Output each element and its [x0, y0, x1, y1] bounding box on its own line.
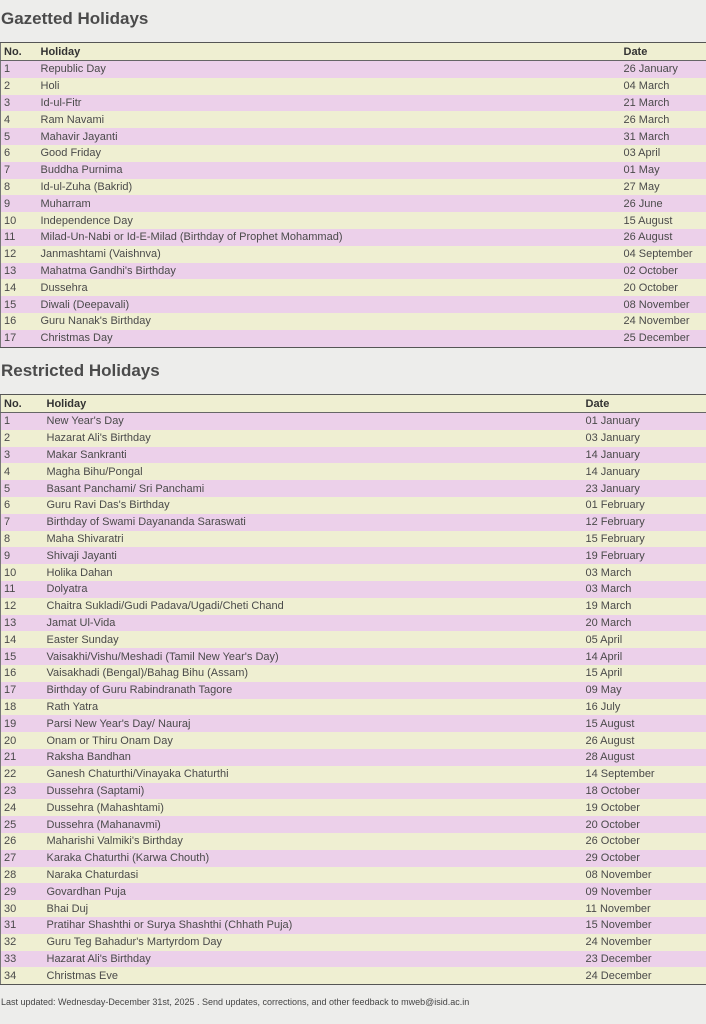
cell-date: 03 March [583, 581, 706, 598]
table-row [1, 816, 706, 833]
cell-holiday: Vaisakhadi (Bengal)/Bahag Bihu (Assam) [44, 665, 583, 682]
table-row [1, 833, 706, 850]
table-row [1, 212, 706, 229]
table-row [1, 430, 706, 447]
cell-date: 27 May [621, 179, 706, 196]
table-row [1, 111, 706, 128]
table-row [1, 934, 706, 951]
cell-holiday: Holi [38, 78, 621, 95]
cell-date: 09 November [583, 883, 706, 900]
cell-holiday: Id-ul-Zuha (Bakrid) [38, 179, 621, 196]
cell-date: 20 March [583, 615, 706, 632]
cell-no: 12 [1, 598, 44, 615]
gazetted-holidays-title: Gazetted Holidays [1, 9, 149, 28]
column-header-date: Date [583, 395, 706, 413]
cell-date: 01 February [583, 497, 706, 514]
table-row [1, 413, 706, 430]
table-row [1, 78, 706, 95]
cell-date: 23 January [583, 480, 706, 497]
table-row [1, 850, 706, 867]
cell-no: 27 [1, 850, 44, 867]
cell-date: 04 March [621, 78, 706, 95]
cell-holiday: Dolyatra [44, 581, 583, 598]
cell-date: 15 August [583, 715, 706, 732]
table-row [1, 648, 706, 665]
cell-holiday: Ram Navami [38, 111, 621, 128]
cell-no: 11 [1, 581, 44, 598]
table-row [1, 296, 706, 313]
cell-date: 19 February [583, 547, 706, 564]
cell-no: 18 [1, 699, 44, 716]
table-row [1, 313, 706, 330]
gazetted-table-body [1, 61, 706, 348]
table-row [1, 61, 706, 78]
cell-no: 21 [1, 749, 44, 766]
cell-holiday: Chaitra Sukladi/Gudi Padava/Ugadi/Cheti Chand [44, 598, 583, 615]
cell-date: 26 August [621, 229, 706, 246]
table-row [1, 682, 706, 699]
cell-holiday: Jamat Ul-Vida [44, 615, 583, 632]
table-row [1, 447, 706, 464]
table-row [1, 598, 706, 615]
cell-date: 14 September [583, 766, 706, 783]
cell-no: 7 [1, 162, 38, 179]
cell-holiday: Ganesh Chaturthi/Vinayaka Chaturthi [44, 766, 583, 783]
cell-holiday: Republic Day [38, 61, 621, 78]
cell-holiday: Hazarat Ali's Birthday [44, 430, 583, 447]
cell-holiday: Christmas Eve [44, 967, 583, 984]
cell-holiday: Dussehra (Mahanavmi) [44, 816, 583, 833]
cell-no: 22 [1, 766, 44, 783]
table-row [1, 564, 706, 581]
cell-holiday: Raksha Bandhan [44, 749, 583, 766]
cell-holiday: Shivaji Jayanti [44, 547, 583, 564]
gazetted-holidays-table [0, 42, 706, 348]
cell-date: 20 October [583, 816, 706, 833]
table-row [1, 883, 706, 900]
table-row [1, 749, 706, 766]
cell-no: 5 [1, 480, 44, 497]
table-row [1, 715, 706, 732]
table-row [1, 179, 706, 196]
table-row [1, 497, 706, 514]
restricted-table-body [1, 413, 706, 985]
last-updated-footer: Last updated: Wednesday-December 31st, 2025 . Send updates, corrections, and other feedback to mweb@isid.ac.in [1, 997, 470, 1007]
cell-no: 2 [1, 78, 38, 95]
cell-date: 01 January [583, 413, 706, 430]
cell-date: 04 September [621, 246, 706, 263]
cell-date: 01 May [621, 162, 706, 179]
cell-no: 13 [1, 263, 38, 280]
table-row [1, 783, 706, 800]
cell-no: 14 [1, 631, 44, 648]
table-row [1, 581, 706, 598]
cell-holiday: New Year's Day [44, 413, 583, 430]
cell-holiday: Buddha Purnima [38, 162, 621, 179]
cell-holiday: Magha Bihu/Pongal [44, 463, 583, 480]
table-header-row [1, 395, 706, 413]
cell-no: 26 [1, 833, 44, 850]
table-row [1, 95, 706, 112]
cell-no: 28 [1, 867, 44, 884]
cell-date: 26 October [583, 833, 706, 850]
cell-holiday: Naraka Chaturdasi [44, 867, 583, 884]
cell-date: 16 July [583, 699, 706, 716]
table-row [1, 732, 706, 749]
cell-no: 17 [1, 682, 44, 699]
cell-date: 24 December [583, 967, 706, 984]
cell-holiday: Guru Teg Bahadur's Martyrdom Day [44, 934, 583, 951]
cell-holiday: Dussehra [38, 279, 621, 296]
table-row [1, 967, 706, 984]
cell-no: 1 [1, 413, 44, 430]
cell-date: 31 March [621, 128, 706, 145]
cell-holiday: Christmas Day [38, 330, 621, 347]
table-row [1, 615, 706, 632]
table-row [1, 145, 706, 162]
cell-no: 19 [1, 715, 44, 732]
cell-holiday: Janmashtami (Vaishnva) [38, 246, 621, 263]
cell-holiday: Basant Panchami/ Sri Panchami [44, 480, 583, 497]
cell-date: 03 April [621, 145, 706, 162]
table-row [1, 665, 706, 682]
cell-date: 28 August [583, 749, 706, 766]
table-row [1, 799, 706, 816]
cell-no: 16 [1, 313, 38, 330]
cell-date: 11 November [583, 900, 706, 917]
cell-date: 19 March [583, 598, 706, 615]
cell-date: 14 January [583, 447, 706, 464]
cell-no: 9 [1, 547, 44, 564]
cell-no: 15 [1, 648, 44, 665]
cell-date: 25 December [621, 330, 706, 347]
cell-date: 26 March [621, 111, 706, 128]
cell-no: 2 [1, 430, 44, 447]
column-header-no: No. [1, 395, 44, 413]
cell-no: 4 [1, 463, 44, 480]
cell-date: 08 November [621, 296, 706, 313]
cell-no: 20 [1, 732, 44, 749]
cell-holiday: Milad-Un-Nabi or Id-E-Milad (Birthday of Prophet Mohammad) [38, 229, 621, 246]
column-header-holiday: Holiday [44, 395, 583, 413]
cell-holiday: Good Friday [38, 145, 621, 162]
cell-date: 08 November [583, 867, 706, 884]
cell-holiday: Vaisakhi/Vishu/Meshadi (Tamil New Year's Day) [44, 648, 583, 665]
table-header-row [1, 43, 706, 61]
table-row [1, 766, 706, 783]
cell-date: 18 October [583, 783, 706, 800]
cell-holiday: Birthday of Swami Dayananda Saraswati [44, 514, 583, 531]
cell-holiday: Pratihar Shashthi or Surya Shashthi (Chhath Puja) [44, 917, 583, 934]
cell-date: 03 January [583, 430, 706, 447]
cell-date: 15 February [583, 531, 706, 548]
cell-no: 3 [1, 447, 44, 464]
restricted-holidays-table [0, 394, 706, 985]
table-row [1, 229, 706, 246]
cell-no: 3 [1, 95, 38, 112]
cell-no: 25 [1, 816, 44, 833]
cell-date: 24 November [583, 934, 706, 951]
cell-holiday: Bhai Duj [44, 900, 583, 917]
cell-no: 7 [1, 514, 44, 531]
cell-no: 33 [1, 951, 44, 968]
cell-date: 21 March [621, 95, 706, 112]
cell-no: 11 [1, 229, 38, 246]
table-row [1, 330, 706, 347]
cell-holiday: Rath Yatra [44, 699, 583, 716]
table-row [1, 263, 706, 280]
cell-holiday: Diwali (Deepavali) [38, 296, 621, 313]
cell-date: 23 December [583, 951, 706, 968]
cell-no: 17 [1, 330, 38, 347]
cell-holiday: Makar Sankranti [44, 447, 583, 464]
table-row [1, 246, 706, 263]
cell-no: 31 [1, 917, 44, 934]
cell-no: 10 [1, 564, 44, 581]
cell-date: 09 May [583, 682, 706, 699]
cell-date: 12 February [583, 514, 706, 531]
cell-date: 14 January [583, 463, 706, 480]
cell-holiday: Holika Dahan [44, 564, 583, 581]
cell-no: 6 [1, 497, 44, 514]
table-row [1, 531, 706, 548]
cell-holiday: Govardhan Puja [44, 883, 583, 900]
cell-holiday: Onam or Thiru Onam Day [44, 732, 583, 749]
cell-holiday: Muharram [38, 195, 621, 212]
cell-date: 26 January [621, 61, 706, 78]
table-row [1, 867, 706, 884]
table-row [1, 162, 706, 179]
table-row [1, 195, 706, 212]
cell-holiday: Mahatma Gandhi's Birthday [38, 263, 621, 280]
cell-date: 26 June [621, 195, 706, 212]
column-header-holiday: Holiday [38, 43, 621, 61]
cell-no: 23 [1, 783, 44, 800]
table-row [1, 547, 706, 564]
table-row [1, 279, 706, 296]
cell-date: 15 November [583, 917, 706, 934]
cell-no: 13 [1, 615, 44, 632]
column-header-date: Date [621, 43, 706, 61]
cell-holiday: Guru Nanak's Birthday [38, 313, 621, 330]
cell-date: 05 April [583, 631, 706, 648]
cell-no: 12 [1, 246, 38, 263]
cell-no: 34 [1, 967, 44, 984]
cell-holiday: Mahavir Jayanti [38, 128, 621, 145]
cell-date: 20 October [621, 279, 706, 296]
cell-holiday: Maha Shivaratri [44, 531, 583, 548]
cell-holiday: Maharishi Valmiki's Birthday [44, 833, 583, 850]
cell-no: 8 [1, 179, 38, 196]
table-row [1, 699, 706, 716]
cell-no: 30 [1, 900, 44, 917]
cell-holiday: Dussehra (Saptami) [44, 783, 583, 800]
cell-date: 03 March [583, 564, 706, 581]
cell-no: 15 [1, 296, 38, 313]
cell-no: 6 [1, 145, 38, 162]
cell-no: 1 [1, 61, 38, 78]
cell-holiday: Easter Sunday [44, 631, 583, 648]
cell-no: 8 [1, 531, 44, 548]
table-row [1, 631, 706, 648]
cell-holiday: Dussehra (Mahashtami) [44, 799, 583, 816]
cell-holiday: Id-ul-Fitr [38, 95, 621, 112]
column-header-no: No. [1, 43, 38, 61]
table-row [1, 900, 706, 917]
cell-holiday: Karaka Chaturthi (Karwa Chouth) [44, 850, 583, 867]
cell-date: 24 November [621, 313, 706, 330]
restricted-holidays-title: Restricted Holidays [1, 361, 160, 380]
cell-no: 5 [1, 128, 38, 145]
cell-holiday: Guru Ravi Das's Birthday [44, 497, 583, 514]
cell-date: 02 October [621, 263, 706, 280]
cell-date: 26 August [583, 732, 706, 749]
table-row [1, 514, 706, 531]
cell-date: 15 April [583, 665, 706, 682]
cell-holiday: Birthday of Guru Rabindranath Tagore [44, 682, 583, 699]
cell-holiday: Parsi New Year's Day/ Nauraj [44, 715, 583, 732]
cell-no: 16 [1, 665, 44, 682]
cell-holiday: Hazarat Ali's Birthday [44, 951, 583, 968]
cell-holiday: Independence Day [38, 212, 621, 229]
table-row [1, 463, 706, 480]
cell-no: 9 [1, 195, 38, 212]
cell-no: 4 [1, 111, 38, 128]
cell-no: 14 [1, 279, 38, 296]
cell-date: 19 October [583, 799, 706, 816]
cell-date: 15 August [621, 212, 706, 229]
table-row [1, 917, 706, 934]
table-row [1, 951, 706, 968]
cell-no: 24 [1, 799, 44, 816]
table-row [1, 128, 706, 145]
cell-date: 29 October [583, 850, 706, 867]
cell-date: 14 April [583, 648, 706, 665]
cell-no: 10 [1, 212, 38, 229]
cell-no: 29 [1, 883, 44, 900]
table-row [1, 480, 706, 497]
cell-no: 32 [1, 934, 44, 951]
